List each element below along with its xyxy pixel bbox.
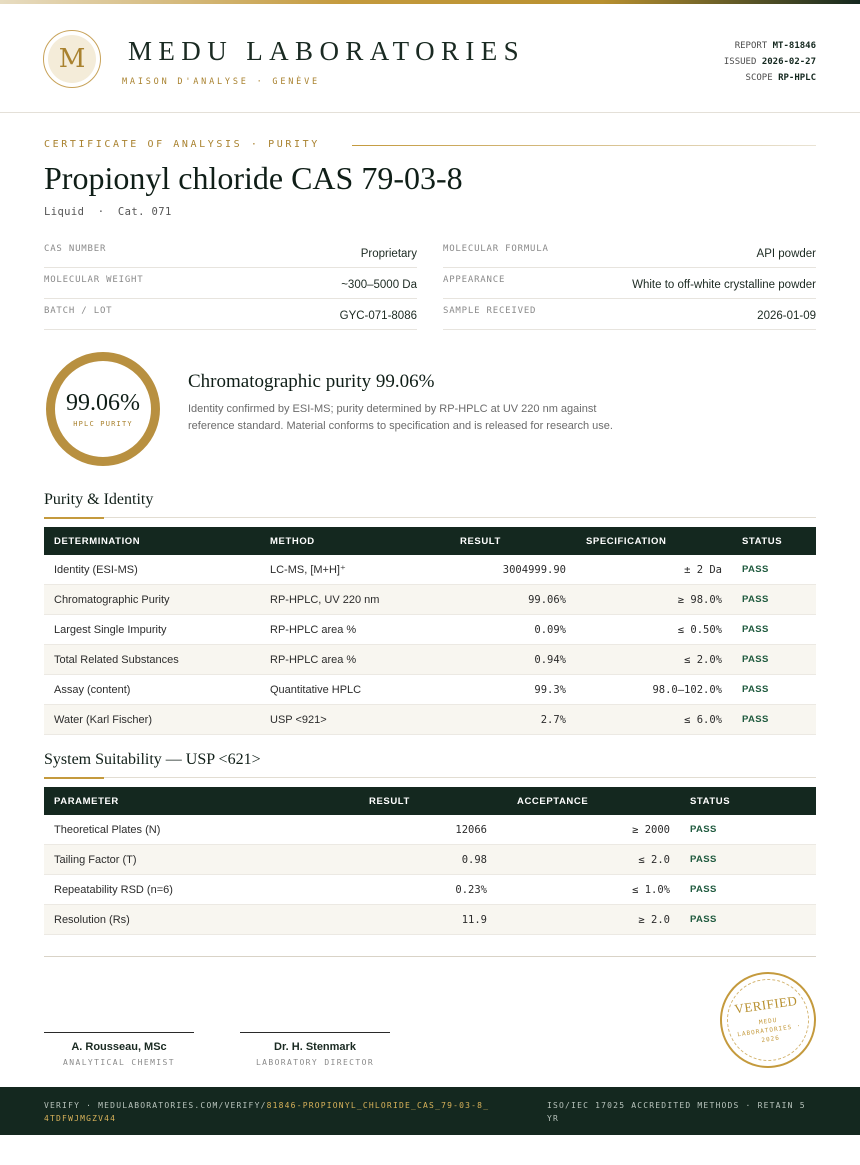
status-badge: PASS [680, 815, 816, 845]
property-value: White to off-white crystalline powder [632, 278, 816, 291]
logo-monogram: M [48, 35, 96, 83]
table-row [44, 705, 816, 735]
verified-seal [714, 966, 822, 1074]
status-badge: PASS [732, 585, 816, 615]
status-badge: PASS [680, 875, 816, 905]
specification-cell: ≤ 2.0% [576, 645, 732, 675]
method-cell: LC-MS, [M+H]⁺ [260, 555, 450, 585]
table-row [44, 875, 816, 905]
signatory-name: Dr. H. Stenmark [274, 1041, 356, 1053]
status-badge: PASS [680, 845, 816, 875]
section-purity-identity [44, 487, 816, 518]
signature-divider [44, 956, 816, 957]
system-suitability-table [44, 787, 816, 935]
table-row [44, 615, 816, 645]
acceptance-cell: ≥ 2000 [497, 815, 680, 845]
property-value: ~300–5000 Da [341, 278, 417, 291]
table-row [44, 815, 816, 845]
page-title: Propionyl chloride CAS 79-03-8 [44, 160, 463, 196]
specification-cell: ≤ 6.0% [576, 705, 732, 735]
signatory-name: A. Rousseau, MSc [71, 1041, 167, 1053]
property-value: GYC-071-8086 [339, 309, 417, 322]
signatory-role: ANALYTICAL CHEMIST [63, 1058, 175, 1067]
section-system-suitability [44, 747, 816, 778]
table-row [44, 845, 816, 875]
column-header: SPECIFICATION [586, 535, 667, 547]
verify-prefix: VERIFY · MEDULABORATORIES.COM/VERIFY/ [44, 1101, 267, 1110]
table-header-row [44, 527, 816, 555]
report-label: REPORT [734, 41, 768, 51]
scope-label: SCOPE [745, 73, 773, 83]
page-footer [0, 1087, 860, 1135]
result-cell: 0.94% [450, 645, 576, 675]
section-accent [44, 517, 104, 519]
purity-ring-value: 99.06% [66, 390, 140, 416]
property-value: API powder [756, 247, 816, 260]
parameter-cell: Theoretical Plates (N) [44, 815, 359, 845]
table-row [44, 905, 816, 935]
determination-cell: Total Related Substances [44, 645, 260, 675]
acceptance-cell: ≥ 2.0 [497, 905, 680, 935]
brand-tagline: MAISON D'ANALYSE · GENÈVE [122, 77, 320, 87]
determination-cell: Largest Single Impurity [44, 615, 260, 645]
result-cell: 99.06% [450, 585, 576, 615]
verify-link[interactable]: 81846-PROPIONYL_CHLORIDE_CAS_79-03-8_4TDFWJMGZV44 [44, 1101, 490, 1123]
section-title: Purity & Identity [44, 491, 154, 508]
property-row [44, 298, 417, 330]
table-row [44, 675, 816, 705]
parameter-cell: Resolution (Rs) [44, 905, 359, 935]
property-row [443, 298, 816, 330]
column-header: METHOD [270, 535, 315, 547]
parameter-cell: Repeatability RSD (n=6) [44, 875, 359, 905]
status-badge: PASS [732, 705, 816, 735]
property-label: APPEARANCE [443, 274, 506, 285]
signature-block-chemist [44, 1032, 194, 1067]
method-cell: USP <921> [260, 705, 450, 735]
purity-ring-label: HPLC PURITY [73, 420, 133, 428]
parameter-cell: Tailing Factor (T) [44, 845, 359, 875]
method-cell: RP-HPLC area % [260, 645, 450, 675]
document-kicker: CERTIFICATE OF ANALYSIS · PURITY [44, 139, 320, 150]
status-badge: PASS [732, 645, 816, 675]
result-cell: 11.9 [359, 905, 497, 935]
kicker-rule [352, 145, 816, 146]
column-header: STATUS [742, 535, 783, 547]
acceptance-cell: ≤ 2.0 [497, 845, 680, 875]
scope-value: RP-HPLC [778, 73, 816, 83]
table-row [44, 555, 816, 585]
purity-identity-table [44, 527, 816, 735]
accreditation-note: ISO/IEC 17025 ACCREDITED METHODS · RETAIN 5 YR [547, 1101, 806, 1123]
property-row [443, 236, 816, 268]
property-label: MOLECULAR WEIGHT [44, 274, 144, 285]
specification-cell: ≥ 98.0% [576, 585, 732, 615]
purity-ring [46, 352, 160, 466]
property-row [44, 236, 417, 268]
determination-cell: Identity (ESI-MS) [44, 555, 260, 585]
result-cell: 0.98 [359, 845, 497, 875]
page-subtitle: Liquid · Cat. 071 [44, 206, 172, 218]
property-label: SAMPLE RECEIVED [443, 305, 537, 316]
status-badge: PASS [732, 675, 816, 705]
determination-cell: Chromatographic Purity [44, 585, 260, 615]
verify-line [44, 1099, 494, 1125]
result-cell: 12066 [359, 815, 497, 845]
property-value: 2026-01-09 [757, 309, 816, 322]
column-header: DETERMINATION [54, 535, 141, 547]
acceptance-cell: ≤ 1.0% [497, 875, 680, 905]
seal-word: VERIFIED [733, 992, 799, 1016]
column-header: STATUS [690, 795, 731, 807]
method-cell: RP-HPLC area % [260, 615, 450, 645]
signatory-role: LABORATORY DIRECTOR [255, 1058, 375, 1067]
property-label: MOLECULAR FORMULA [443, 243, 549, 254]
column-header: RESULT [369, 795, 410, 807]
specification-cell: 98.0–102.0% [576, 675, 732, 705]
specification-cell: ± 2 Da [576, 555, 732, 585]
determination-cell: Assay (content) [44, 675, 260, 705]
page-header [0, 4, 860, 113]
column-header: RESULT [460, 535, 501, 547]
column-header: ACCEPTANCE [517, 795, 589, 807]
property-value: Proprietary [360, 247, 417, 260]
result-cell: 0.09% [450, 615, 576, 645]
result-cell: 99.3% [450, 675, 576, 705]
result-cell: 2.7% [450, 705, 576, 735]
purity-heading: Chromatographic purity 99.06% [188, 371, 435, 392]
result-cell: 3004999.90 [450, 555, 576, 585]
signature-block-director [240, 1032, 390, 1067]
report-number: MT-81846 [772, 41, 816, 51]
report-meta [724, 38, 816, 86]
property-row [443, 267, 816, 299]
property-row [44, 267, 417, 299]
status-badge: PASS [680, 905, 816, 935]
property-label: CAS NUMBER [44, 243, 107, 254]
table-header-row [44, 787, 816, 815]
issued-label: ISSUED [723, 57, 757, 67]
brand-name: MEDU LABORATORIES [128, 36, 526, 66]
table-row [44, 585, 816, 615]
table-row [44, 645, 816, 675]
purity-description: Identity confirmed by ESI-MS; purity determined by RP-HPLC at UV 220 nm against reference standard. Material conforms to specification and is released for research use. [188, 403, 613, 432]
status-badge: PASS [732, 555, 816, 585]
section-accent [44, 777, 104, 779]
method-cell: RP-HPLC, UV 220 nm [260, 585, 450, 615]
property-label: BATCH / LOT [44, 305, 113, 316]
column-header: PARAMETER [54, 795, 119, 807]
method-cell: Quantitative HPLC [260, 675, 450, 705]
result-cell: 0.23% [359, 875, 497, 905]
issued-date: 2026-02-27 [761, 57, 816, 67]
logo [43, 30, 101, 88]
status-badge: PASS [732, 615, 816, 645]
specification-cell: ≤ 0.50% [576, 615, 732, 645]
section-title: System Suitability — USP <621> [44, 751, 261, 768]
seal-text: MEDU LABORATORIES · 2026 [736, 1016, 802, 1044]
determination-cell: Water (Karl Fischer) [44, 705, 260, 735]
